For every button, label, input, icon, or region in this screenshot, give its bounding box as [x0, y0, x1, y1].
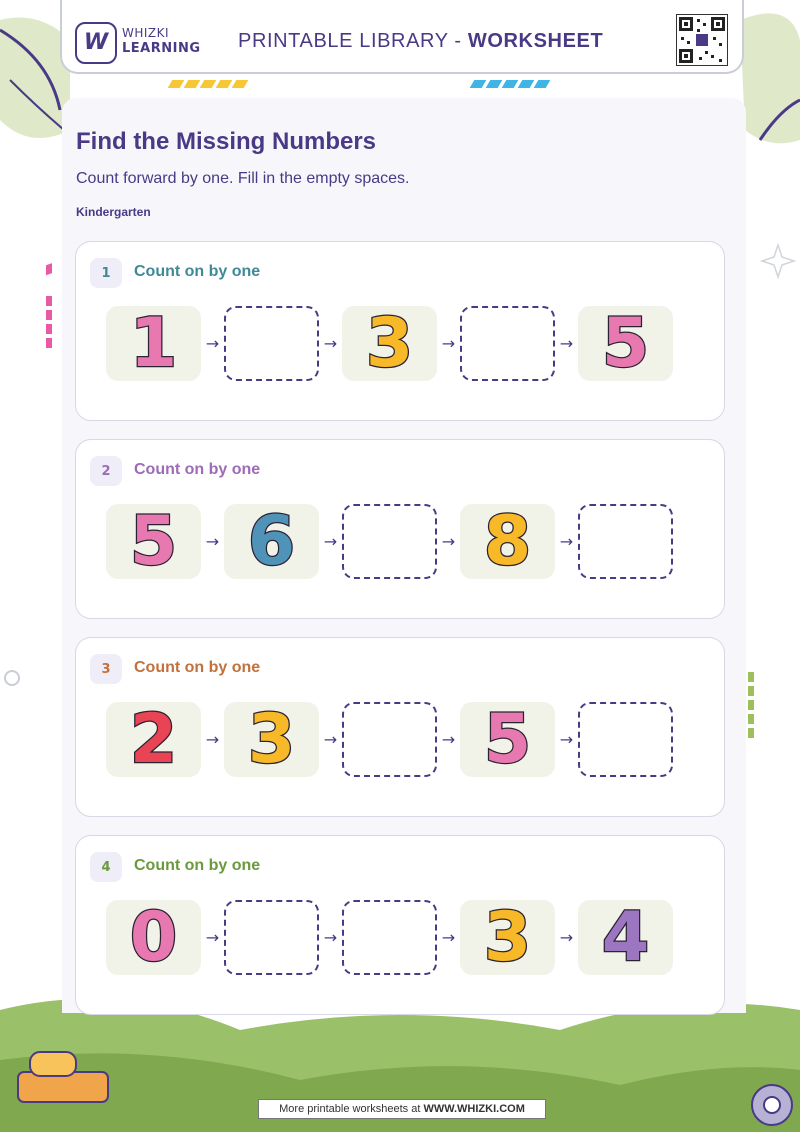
problem-number: 4 — [90, 852, 122, 882]
number-tile — [460, 501, 555, 581]
problem-number: 3 — [90, 654, 122, 684]
grade-level: Kindergarten — [76, 205, 151, 219]
footer-link[interactable]: WWW.WHIZKI.COM — [423, 1103, 525, 1115]
arrow-right-icon: → — [205, 334, 220, 353]
arrow-right-icon: → — [205, 532, 220, 551]
number-digit: 5 — [483, 699, 532, 779]
worksheet-title: Find the Missing Numbers — [76, 128, 377, 155]
arrow-right-icon: → — [441, 334, 456, 353]
number-digit: 5 — [129, 501, 178, 581]
library-title — [238, 30, 603, 53]
library-title-text: PRINTABLE LIBRARY - — [238, 30, 468, 52]
problem-title: Count on by one — [134, 461, 261, 478]
arrow-right-icon: → — [559, 928, 574, 947]
answer-blank[interactable] — [224, 900, 319, 975]
problem-title: Count on by one — [134, 857, 261, 874]
answer-blank[interactable] — [578, 702, 673, 777]
number-digit: 4 — [601, 897, 650, 977]
answer-blank[interactable] — [578, 504, 673, 579]
number-digit: 2 — [129, 699, 178, 779]
qr-code-icon — [676, 14, 728, 66]
number-tile — [578, 897, 673, 977]
number-digit: 5 — [601, 303, 650, 383]
footer-banner — [258, 1099, 546, 1119]
brand-name-bottom: LEARNING — [122, 41, 201, 56]
number-digit: 8 — [483, 501, 532, 581]
arrow-right-icon: → — [205, 730, 220, 749]
arrow-right-icon: → — [441, 928, 456, 947]
number-digit: 1 — [129, 303, 178, 383]
brand-name-top: WHIZKI — [122, 26, 170, 40]
number-sequence — [106, 303, 673, 383]
number-tile — [106, 501, 201, 581]
number-sequence — [106, 699, 673, 779]
answer-blank[interactable] — [342, 702, 437, 777]
number-tile — [106, 897, 201, 977]
problem-card — [75, 241, 725, 421]
problem-card — [75, 439, 725, 619]
number-sequence — [106, 501, 673, 581]
problem-card — [75, 835, 725, 1015]
number-sequence — [106, 897, 673, 977]
number-tile — [106, 699, 201, 779]
logo-letter: W — [83, 30, 109, 55]
number-tile — [578, 303, 673, 383]
number-tile — [224, 501, 319, 581]
problem-card — [75, 637, 725, 817]
number-digit: 3 — [247, 699, 296, 779]
arrow-right-icon: → — [559, 532, 574, 551]
footer-text: More printable worksheets at — [279, 1103, 424, 1115]
answer-blank[interactable] — [224, 306, 319, 381]
number-tile — [106, 303, 201, 383]
blue-stripes — [472, 80, 548, 90]
worksheet-instructions: Count forward by one. Fill in the empty spaces. — [76, 170, 410, 187]
whizki-logo-icon — [75, 22, 117, 64]
arrow-right-icon: → — [205, 928, 220, 947]
arrow-right-icon: → — [323, 334, 338, 353]
answer-blank[interactable] — [460, 306, 555, 381]
arrow-right-icon: → — [323, 928, 338, 947]
arrow-right-icon: → — [559, 334, 574, 353]
number-tile — [342, 303, 437, 383]
problem-title: Count on by one — [134, 263, 261, 280]
problem-title: Count on by one — [134, 659, 261, 676]
arrow-right-icon: → — [323, 730, 338, 749]
number-digit: 3 — [483, 897, 532, 977]
answer-blank[interactable] — [342, 900, 437, 975]
library-title-bold: WORKSHEET — [467, 30, 604, 52]
problem-number: 2 — [90, 456, 122, 486]
arrow-right-icon: → — [323, 532, 338, 551]
number-tile — [460, 699, 555, 779]
yellow-stripes — [170, 80, 246, 90]
number-digit: 6 — [247, 501, 296, 581]
number-tile — [460, 897, 555, 977]
answer-blank[interactable] — [342, 504, 437, 579]
number-digit: 3 — [365, 303, 414, 383]
arrow-right-icon: → — [441, 532, 456, 551]
number-digit: 0 — [129, 897, 178, 977]
arrow-right-icon: → — [559, 730, 574, 749]
number-tile — [224, 699, 319, 779]
problem-number: 1 — [90, 258, 122, 288]
arrow-right-icon: → — [441, 730, 456, 749]
